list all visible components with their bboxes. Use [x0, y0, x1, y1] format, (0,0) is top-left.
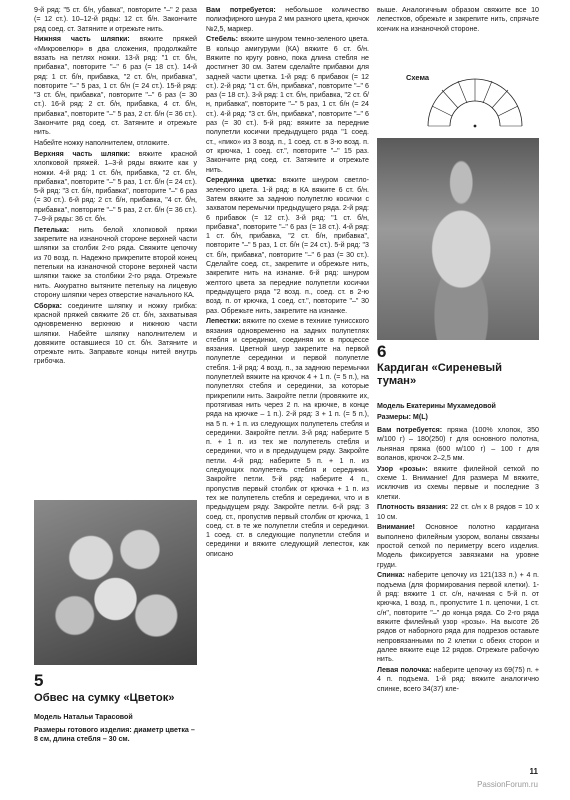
cardigan-model-photo: [377, 138, 539, 340]
paragraph: [377, 523, 539, 569]
watermark: PassionForum.ru: [477, 780, 538, 789]
paragraph: [377, 571, 539, 664]
paragraph-text: вяжите филейной сеткой по схеме 1. Внимание! Для размера M вяжите, исключив из схемы первые и последние 3 клетки.: [377, 464, 539, 501]
paragraph-text: вяжите шнуром светло-зеленого цвета. 1-й ряд: в КА вяжите 6 ст. б/н. Затем вяжите за заднюю полупетлю косички с захватом перемычки предыдущего ряда. 2-й ряд: 6 прибавок (= 12 ст.). 3-й ряд: "1 ст. б/н, прибавка", повторите "–" 6 раз (= 18 ст.). 4-й ряд: 1 ст. б/н, прибавка, "2 ст. б/н, прибавка", повторите "–" 5 раз, 1 ст. б/н (= 24 ст.). 5-й ряд: "3 ст. б/н, прибавка", повторите "–" 6 раз (= 30 ст.). Сделайте соед. ст., закрепите и обрежьте нить, закрепите нить на изнанке. 6-й ряд: шнуром желтого цвета за передние полупетли косички предыдущего ряда "2 возд. п., соед. ст. в 2-ю возд. п. от крючка, 1 соед. ст.", повторите "–" 30 раз. Обрежьте нить, закрепите на изнанке.: [206, 176, 369, 315]
project-sizes-5: Размеры готового изделия: диаметр цветка – 8 см, длина стебля – 30 см.: [34, 726, 195, 744]
petal-scheme-diagram: [420, 52, 530, 134]
paragraph-heading: Левая полочка:: [377, 665, 432, 674]
scheme-label: Схема: [406, 73, 430, 82]
paragraph-text: 22 ст. с/н х 8 рядов = 10 х 10 см.: [377, 503, 539, 521]
paragraph-text: наберите цепочку из 121(133 п.) + 4 п. подъема (для формирования первой клетки). 1-й ряд: вяжите 1 ст. с/н, начиная с 5-й п. от крючка, 1 возд. п., пропустите 1 п. цепочки, 1 ст. с/н", повторите "–" до конца ряда. Со 2-го ряда вяжите филейный узор «розы». На высоте 26 рядов от наборного ряда для подрезов оставьте непровязанными по 2 клетки с обеих сторон и далее вяжите еще 12 рядов. Отрежьте рабочую нить.: [377, 571, 539, 664]
paragraph: [377, 503, 539, 522]
paragraph-text: Набейте ножку наполнителем, отложите.: [34, 139, 170, 148]
project-number-6: 6: [377, 342, 387, 361]
project-title-5: Обвес на сумку «Цветок»: [34, 692, 175, 704]
paragraph: [206, 317, 369, 559]
project-author-5: Модель Натальи Тарасовой: [34, 713, 133, 721]
paragraph: [377, 426, 539, 463]
paragraph-text: пряжа (100% хлопок, 350 м/100 г) – 180(250) г для основного полотна, льняная пряжа (600 м/100 г) – 100 г для воланов, крючок 2–2,5 мм.: [377, 426, 539, 462]
paragraph: [206, 35, 369, 174]
paragraph-heading: Сборка:: [34, 301, 62, 310]
paragraph-text: соедините шляпку и ножку грибка: красной пряжей свяжите 26 ст. б/н, захватывая одновременно верхнюю и нижнюю части шляпки. Набейте шляпку наполнителем и довяжите оставшиеся 10 ст. б/н. Затяните и отрежьте нить. Заправьте концы нитей внутрь грибочка.: [34, 301, 197, 366]
paragraph: [34, 226, 197, 300]
column-left: [34, 6, 197, 368]
paragraph: [377, 666, 539, 694]
project-title-6: Кардиган «Сиреневый туман»: [377, 362, 502, 387]
paragraph-text: вяжите пряжей «Микровелюр» в два сложения, продолжайте вязать на петлях ножки. 13-й ряд: "1 ст. б/н, прибавка", повторите "–" 6 раз (= 18 ст.). 14-й ряд: 1 ст. б/н, прибавка, "2 ст. б/н, прибавка", повторите "–" 5 раз, 1 ст. б/н (= 24 ст.). 15-й ряд: "3 ст. б/н, прибавка", повторите "–" 6 раз (= 30 ст.). 16-й ряд: 2 ст. б/н, прибавка, 4 ст. б/н, прибавка", повторите "–" 5 раз, 2 ст. б/н (= 36 ст.). Закончите ряд соед. ст. Затяните и отрежьте нить.: [34, 35, 198, 137]
paragraph-text: Основное полотно кардигана выполнено филейным узором, воланы связаны простой сеткой по периметру всего изделия. Модель фиксируется завязками на уровне груди.: [377, 523, 539, 569]
paragraph: [34, 150, 197, 224]
page-number: 11: [529, 767, 538, 776]
paragraph-heading: Серединка цветка:: [206, 176, 277, 185]
paragraph: выше. Аналогичным образом свяжите все 10 лепестков, обрежьте и закрепите нить, спрячьте кончик на изнаночной стороне.: [377, 6, 539, 33]
paragraph-heading: Нижняя часть шляпки:: [34, 35, 130, 44]
paragraph: [34, 302, 197, 367]
paragraph-heading: Плотность вязания:: [377, 503, 448, 512]
project-author-6: Модель Екатерины Мухамедовой: [377, 402, 496, 410]
paragraph-text: вяжите по схеме в технике тунисского вязания одновременно на задних полупетлях стебля и серединки, соединяя их в процессе вязания. Цветной шнур закрепите на первой полупетле серединки и первой полупетле стебля. 1-й ряд: 4 возд. п., за заднюю перемычки полупетлей вяжите на крючок 4 + 1 п. (= 5 п.), на полупетлях стебля и серединки, за которые прикрепили нить. Закройте петли (провяжите их, протягивая нить через 2 п. на крючке, в конце ряда на крючке – 1 п.). 2-й ряд: 3 + 1 п. (= 5 п.), на 5 п. + 1 п. из следующих полупетель стебля и серединки. Закройте петли. 3-й ряд: наберите 5 п. + 1 п. из тех же полупетель стебля и серединки, что и в предыдущем ряду. Закройте петли. 4-й ряд: наберите 5 п. + 1 п. из следующих полупетель стебля и серединки. Закройте петли. 5-й ряд: наберите 4 п., пропустив первый столбик от крючка + 1 п. из тех же полупетель стебля и серединки, что и в предыдущем ряду. Закройте петли. 6-й ряд: 3 соед. ст., пропустив первый столбик от крючка, 1 соед. ст. в те же полупетли стебля и серединки. 1 соед. ст. в следующие полупетли стебля и серединки и вяжите следующий лепесток, как описано: [206, 317, 369, 558]
paragraph: [206, 176, 369, 315]
paragraph-text: нить белой хлопковой пряжи закрепите на изнаночной стороне верхней части шляпки за столбик 2-го ряда. Свяжите цепочку из 70 возд. п. Надежно прикрепите второй конец петельки на изнаночной стороне верхней части шляпки также за столбики 2-го ряда. Отрежьте нить. Аккуратно вытяните петельку на лицевую сторону шляпки через отверстие начального КА.: [34, 225, 197, 299]
paragraph: [206, 6, 369, 34]
project-number-5: 5: [34, 671, 44, 690]
paragraph-heading: Верхняя часть шляпки:: [34, 149, 131, 158]
paragraph: [34, 139, 197, 148]
paragraph-text: наберите цепочку из 69(75) п. + 4 п. подъема. 1-й ряд: вяжите аналогично спинке, всего 34(37) кле-: [377, 665, 539, 693]
flower-bag-charm-photo: [34, 500, 197, 665]
paragraph-heading: Стебель:: [206, 35, 239, 44]
column-middle: [206, 6, 369, 561]
paragraph-heading: Лепестки:: [206, 317, 241, 326]
column-right-bottom: [377, 426, 539, 695]
paragraph-heading: Вам потребуется:: [377, 426, 443, 434]
project-sizes-6: Размеры: M(L): [377, 413, 428, 421]
paragraph: [34, 35, 197, 137]
paragraph-text: вяжите шнуром темно-зеленого цвета. В кольцо амигуруми (КА) вяжите 6 ст. б/н. Вяжите по кругу ровно, пока длина стебля не достигнет 30 см. Затем сделайте прибавки для задней части цветка. 1-й ряд: 6 прибавок (= 12 ст.). 2-й ряд: "1 ст. б/н, прибавка", повторите "–" 6 раз (= 18 ст.). 3-й ряд: 1 ст. б/н, прибавка, "2 ст. б/н, прибавка", повторите "–" 5 раз, 1 ст. б/н (= 24 ст.). 4-й ряд: "3 ст. б/н, прибавка", повторите "–" 6 раз (= 30 ст.). 5-й ряд: вяжите за передние полупетли косички предыдущего ряда "1 соед. ст., «пико» из 3 возд. п., 1 соед. ст. в 3-ю возд. п. от крючка, 1 соед. ст.", повторите "–" 15 раз. Закончите ряд соед. ст. Затяните и отрежьте нить.: [206, 35, 369, 174]
paragraph: [34, 6, 197, 34]
paragraph-heading: Петелька:: [34, 225, 70, 234]
paragraph-heading: Спинка:: [377, 571, 405, 580]
paragraph-heading: Вам потребуется:: [206, 6, 276, 14]
column-right-top: [377, 6, 539, 46]
paragraph-text: вяжите красной хлопковой пряжей. 1–3-й ряды вяжите как у ножки. 4-й ряд: 1 ст. б/н, прибавка, "2 ст. б/н, прибавка", повторите "–" 5 раз, 1 ст. б/н (= 24 ст.). 5-й ряд: "3 ст. б/н, прибавка", повторите "–" 6 раз (= 30 ст.). 6-й ряд: 2 ст. б/н, прибавка, "4 ст. б/н, прибавка", повторите "–" 5 раз, 2 ст. б/н (= 36 ст.). 7–9-й ряды: 36 ст. б/н.: [34, 149, 197, 224]
paragraph-text: 9-й ряд: "5 ст. б/н, убавка", повторите "–" 2 раза (= 12 ст.). 10–12-й ряды: 12 ст. б/н. Закончите ряд соед. ст. Затяните и отрежьте нить.: [34, 6, 197, 33]
paragraph-text: небольшое количество полиэфирного шнура 2 мм разного цвета, крючок №2,5, маркер.: [206, 6, 369, 33]
paragraph: [377, 465, 539, 502]
paragraph-heading: Узор «розы»:: [377, 464, 428, 473]
paragraph-heading: Внимание!: [377, 523, 415, 532]
